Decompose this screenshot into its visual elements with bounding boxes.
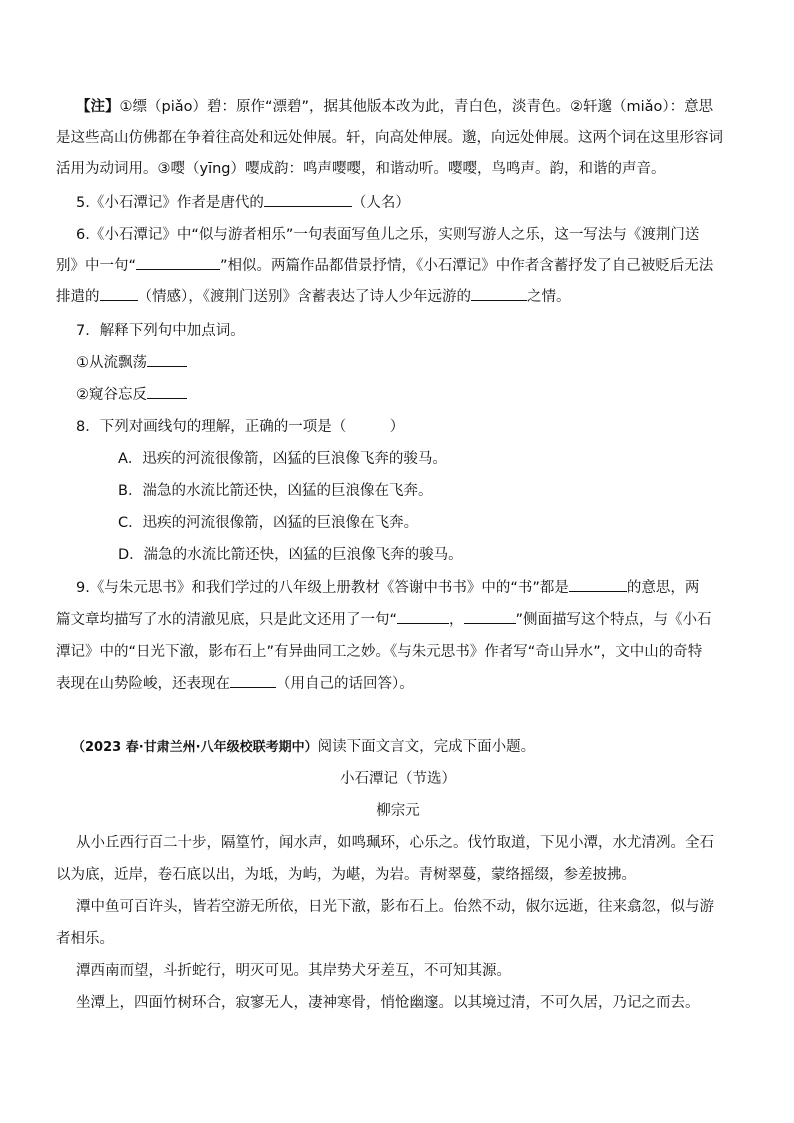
question-9-line-4: 表现在山势险峻，还表现在 （用自己的话回答）。 <box>56 669 414 700</box>
passage-source: （2023 春·甘肃兰州·八年级校联考期中） <box>72 740 318 755</box>
passage-instruction: 阅读下面文言文，完成下面小题。 <box>317 739 536 755</box>
question-6-line-1: 6.《小石潭记》中“似与游者相乐”一句表面写鱼儿之乐，实则写游人之乐，这一写法与《渡荆门送 <box>76 227 700 243</box>
question-6-line-3: 排遣的 （情感），《渡荆门送别》含蓄表达了诗人少年远游的 之情。 <box>56 282 571 313</box>
passage-p3: 潭西南而望，斗折蛇行，明灭可见。其岸势犬牙差互，不可知其源。 <box>76 963 511 979</box>
question-7-stem: 7．解释下列句中加点词。 <box>76 323 245 339</box>
answer-blank[interactable] <box>464 609 516 624</box>
passage-p2-line-2: 者相乐。 <box>56 931 114 947</box>
answer-blank[interactable] <box>147 352 187 367</box>
answer-blank[interactable] <box>100 286 138 301</box>
answer-blank[interactable] <box>136 255 220 270</box>
passage-p1-line-2: 以为底，近岸，卷石底以出，为坻，为屿，为嵁，为岩。青树翠蔓，蒙络摇缀，参差披拂。 <box>56 867 636 883</box>
question-5: 5.《小石潭记》作者是唐代的 （人名） <box>76 188 410 219</box>
passage-p4: 坐潭上，四面竹树环合，寂寥无人，凄神寒骨，悄怆幽邃。以其境过清，不可久居，乃记之而去。 <box>76 995 700 1011</box>
answer-blank[interactable] <box>471 286 527 301</box>
question-8-option-a[interactable]: A．迅疾的河流很像箭，凶猛的巨浪像飞奔的骏马。 <box>118 451 447 467</box>
answer-blank[interactable] <box>397 609 449 624</box>
note-line-3: 活用为动词用。③嘤（yīng）嘤成韵：鸣声嘤嘤，和谐动听。嘤嘤，鸟鸣声。韵，和谐的声音。 <box>56 161 666 177</box>
answer-blank[interactable] <box>264 192 352 207</box>
passage-title: 小石潭记（节选） <box>340 771 456 787</box>
note-label: 【注】 <box>76 99 120 115</box>
answer-blank[interactable] <box>569 577 627 592</box>
note-line-2: 是这些高山仿佛都在争着往高处和远处伸展。轩，向高处伸展。邈，向远处伸展。这两个词在这里形容词 <box>56 130 723 146</box>
question-7-item-1: ①从流飘荡 <box>76 348 187 379</box>
passage-p1-line-1: 从小丘西行百二十步，隔篁竹，闻水声，如鸣珮环，心乐之。伐竹取道，下见小潭，水尤清冽。全石 <box>76 835 714 851</box>
question-8-option-d[interactable]: D．湍急的水流比箭还快，凶猛的巨浪像飞奔的骏马。 <box>118 547 463 563</box>
question-7-item-2: ②窥谷忘反 <box>76 380 187 411</box>
question-8-option-b[interactable]: B．湍急的水流比箭还快，凶猛的巨浪像在飞奔。 <box>118 483 433 499</box>
passage-header <box>72 732 535 763</box>
question-6-line-2: 别》中一句“ ”相似。两篇作品都借景抒情，《小石潭记》中作者含蓄抒发了自己被贬后无法 <box>56 251 713 282</box>
answer-blank[interactable] <box>147 384 187 399</box>
question-9-line-2: 篇文章均描写了水的清澈见底，只是此文还用了一句“ ， ”侧面描写这个特点，与《小石 <box>56 605 712 636</box>
passage-author: 柳宗元 <box>376 803 420 819</box>
passage-p2-line-1: 潭中鱼可百许头，皆若空游无所依，日光下澈，影布石上。佁然不动，俶尔远逝，往来翕忽，似与游 <box>76 899 714 915</box>
note-line-1: 【注】①缥（piǎo）碧：原作“漂碧”，据其他版本改为此，青白色，淡青色。②轩邈（miǎo）：意思 <box>76 99 714 115</box>
question-9-line-3: 潭记》中的“日光下澈，影布石上”有异曲同工之妙。《与朱元思书》作者写“奇山异水”，文中山的奇特 <box>56 644 703 660</box>
answer-blank[interactable] <box>230 673 276 688</box>
question-9-line-1: 9.《与朱元思书》和我们学过的八年级上册教材《答谢中书书》中的“书”都是 的意思，两 <box>76 573 699 604</box>
question-8-stem: 8．下列对画线句的理解，正确的一项是（ ） <box>76 419 405 435</box>
question-8-option-c[interactable]: C．迅疾的河流很像箭，凶猛的巨浪像在飞奔。 <box>118 515 419 531</box>
